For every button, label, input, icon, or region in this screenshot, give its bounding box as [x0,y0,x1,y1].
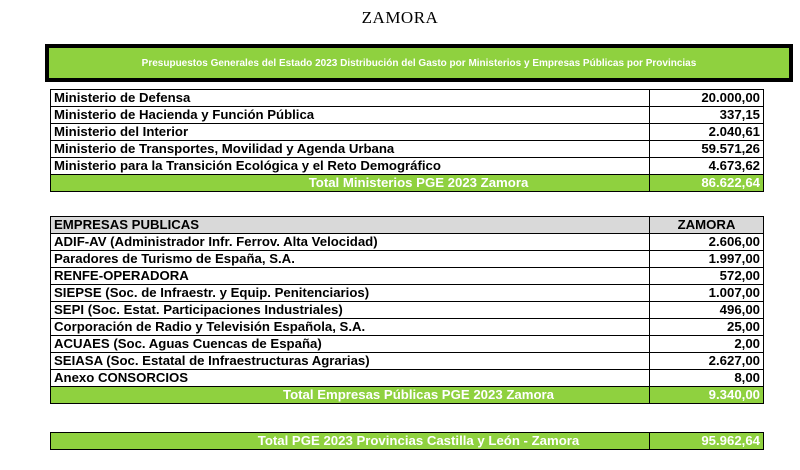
empresa-row-label: RENFE-OPERADORA [51,268,650,285]
ministerios-total-row [51,175,764,192]
empresa-row-label: ADIF-AV (Administrador Infr. Ferrov. Alta Velocidad) [51,234,650,251]
empresa-row [51,251,764,268]
empresas-total-row-value: 9.340,00 [650,387,764,404]
ministerios-total-row-label: Total Ministerios PGE 2023 Zamora [51,175,650,192]
grand-total-row [51,433,764,450]
ministerio-row-label: Ministerio del Interior [51,124,650,141]
empresa-row-value: 1.007,00 [650,285,764,302]
empresa-row [51,302,764,319]
empresa-row-value: 2.606,00 [650,234,764,251]
empresa-row-value: 496,00 [650,302,764,319]
grand-total-table [50,432,764,450]
empresa-row-value: 1.997,00 [650,251,764,268]
empresas-total-row-label: Total Empresas Públicas PGE 2023 Zamora [51,387,650,404]
empresa-row [51,319,764,336]
ministerio-row-label: Ministerio de Hacienda y Función Pública [51,107,650,124]
empresa-row-value: 572,00 [650,268,764,285]
ministerio-row-label: Ministerio de Defensa [51,90,650,107]
empresas-table [50,216,764,404]
empresa-row-label: SEIASA (Soc. Estatal de Infraestructuras Agrarias) [51,353,650,370]
ministerios-total-row-value: 86.622,64 [650,175,764,192]
empresa-row-value: 2,00 [650,336,764,353]
empresa-row-label: Paradores de Turismo de España, S.A. [51,251,650,268]
ministerio-row-value: 4.673,62 [650,158,764,175]
grand-total-label: Total PGE 2023 Provincias Castilla y León - Zamora [51,433,650,450]
ministerio-row [51,141,764,158]
empresa-row-label: Anexo CONSORCIOS [51,370,650,387]
ministerios-table [50,89,764,192]
empresa-row-label: Corporación de Radio y Televisión Española, S.A. [51,319,650,336]
ministerio-row-label: Ministerio de Transportes, Movilidad y Agenda Urbana [51,141,650,158]
ministerio-row-label: Ministerio para la Transición Ecológica y el Reto Demográfico [51,158,650,175]
empresas-total-row [51,387,764,404]
ministerio-row [51,107,764,124]
ministerio-row [51,90,764,107]
empresa-row [51,268,764,285]
ministerio-row-value: 337,15 [650,107,764,124]
ministerio-row [51,158,764,175]
empresa-row [51,336,764,353]
ministerio-row-value: 20.000,00 [650,90,764,107]
grand-total-value: 95.962,64 [650,433,764,450]
banner [45,44,793,82]
empresa-row [51,370,764,387]
empresa-row [51,353,764,370]
page-title: ZAMORA [361,8,439,27]
empresa-row [51,234,764,251]
ministerio-row-value: 59.571,26 [650,141,764,158]
empresas-header-row [51,217,764,234]
empresa-row-label: SEPI (Soc. Estat. Participaciones Industriales) [51,302,650,319]
ministerio-row [51,124,764,141]
empresa-row-value: 8,00 [650,370,764,387]
empresas-header-row-value: ZAMORA [650,217,764,234]
empresa-row-label: SIEPSE (Soc. de Infraestr. y Equip. Penitenciarios) [51,285,650,302]
empresa-row-label: ACUAES (Soc. Aguas Cuencas de España) [51,336,650,353]
empresa-row-value: 2.627,00 [650,353,764,370]
banner-text: Presupuestos Generales del Estado 2023 Distribución del Gasto por Ministerios y Empresas Públicas por Provincias [49,48,789,78]
ministerio-row-value: 2.040,61 [650,124,764,141]
empresa-row [51,285,764,302]
empresa-row-value: 25,00 [650,319,764,336]
empresas-header-row-label: EMPRESAS PUBLICAS [51,217,650,234]
